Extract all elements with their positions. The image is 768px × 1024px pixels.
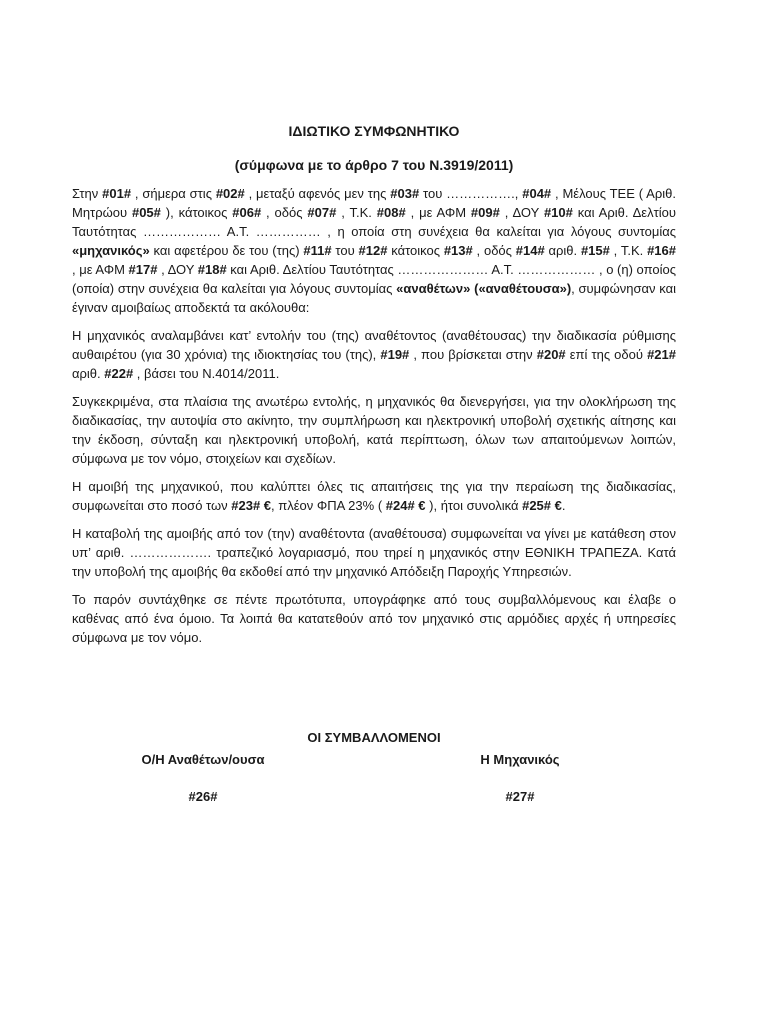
field-placeholder: #14#: [515, 243, 545, 258]
signature-label-engineer: Η Μηχανικός: [480, 752, 560, 767]
field-placeholder: #16#: [647, 243, 676, 258]
field-placeholder: #03#: [390, 186, 420, 201]
paragraph-payment: [72, 524, 676, 581]
text-run: , πλέον ΦΠΑ 23% (: [271, 498, 386, 513]
text-run: Η καταβολή της αμοιβής από τον (την) αναθέτοντα (αναθέτουσα) συμφωνείται να γίνει με κατάθεση στον υπ’ αριθ. ………………. τραπεζικό λογαριασμό, που τηρεί η μηχανικός στην ΕΘΝΙΚΗ ΤΡΑΠΕΖΑ. Κατά την υποβολή της αμοιβής θα εκδοθεί από την μηχανικό Απόδειξη Παροχής Υπηρεσιών.: [72, 526, 676, 579]
text-run: Συγκεκριμένα, στα πλαίσια της ανωτέρω εντολής, η μηχανικός θα διενεργήσει, για την ολοκλήρωση της διαδικασίας, την αυτοψία στο ακίνητο, την συμπλήρωση και ηλεκτρονική υποβολή σχετικής αίτησης και την έκδοση, σύνταξη και ηλεκτρονική υποβολή, κατά περίπτωση, όλων των απαιτούμενων λοιπών, σύμφωνα με τον νόμο, στοιχείων και σχεδίων.: [72, 394, 676, 466]
paragraph-copies: [72, 590, 676, 647]
document-subtitle: (σύμφωνα με το άρθρο 7 του Ν.3919/2011): [234, 157, 514, 173]
text-run: , μεταξύ αφενός μεν της: [244, 186, 391, 201]
field-placeholder: #24# €: [385, 498, 426, 513]
field-placeholder: #09#: [470, 205, 500, 220]
paragraph-parties: [72, 184, 676, 317]
field-placeholder: #20#: [536, 347, 566, 362]
text-run: , με ΑΦΜ: [405, 205, 471, 220]
signature-placeholder-client: #26#: [188, 789, 218, 804]
text-run: , σήμερα στις: [131, 186, 216, 201]
text-run: του: [331, 243, 359, 258]
text-run: , ΔΟΥ: [157, 262, 198, 277]
field-placeholder: #06#: [232, 205, 262, 220]
field-placeholder: #13#: [443, 243, 473, 258]
text-run: , οδός: [261, 205, 308, 220]
signature-placeholder-engineer: #27#: [505, 789, 535, 804]
field-placeholder: #01#: [102, 186, 132, 201]
field-placeholder: #21#: [647, 347, 676, 362]
text-run: επί της οδού: [565, 347, 648, 362]
field-placeholder: #23# €: [231, 498, 272, 513]
text-run: .: [561, 498, 566, 513]
signatures-heading: ΟΙ ΣΥΜΒΑΛΛΟΜΕΝΟΙ: [307, 730, 441, 745]
signature-label-client: Ο/Η Αναθέτων/ουσα: [141, 752, 265, 767]
text-run: , Τ.Κ.: [336, 205, 377, 220]
text-run: , με ΑΦΜ: [72, 262, 129, 277]
field-placeholder: #18#: [197, 262, 227, 277]
text-run: , Μέλους ΤΕΕ ( Αριθ. Μητρώου: [72, 186, 676, 220]
text-run: , συμφώνησαν και έγιναν αμοιβαίως αποδεκτά τα ακόλουθα:: [72, 281, 677, 315]
paragraph-assignment: [72, 326, 676, 383]
text-run: Το παρόν συντάχθηκε σε πέντε πρωτότυπα, υπογράφηκε από τους συμβαλλόμενους και έλαβε ο καθένας από ένα όμοιο. Τα λοιπά θα κατατεθούν από τον μηχανικό στις αρμόδιες αρχές ή υπηρεσίες σύμφωνα με τον νόμο.: [72, 592, 676, 645]
text-run: , Τ.Κ.: [609, 243, 648, 258]
field-placeholder: #08#: [376, 205, 406, 220]
field-placeholder: «αναθέτων» («αναθέτουσα»): [396, 281, 572, 296]
text-run: Στην: [72, 186, 103, 201]
field-placeholder: #12#: [358, 243, 388, 258]
text-run: κάτοικος: [387, 243, 444, 258]
text-run: και αφετέρου δε του (της): [149, 243, 304, 258]
field-placeholder: #10#: [543, 205, 573, 220]
text-run: και Αριθ. Δελτίου Ταυτότητας ……………… Α.Τ. …………… , η οποία στη συνέχεια θα καλείται για λόγους συντομίας: [72, 205, 676, 239]
text-run: και Αριθ. Δελτίου Ταυτότητας ………………… Α.Τ. ……………… , ο (η) οποίος (οποία) στην συνέχεια θα καλείται για λόγους συντομίας: [72, 262, 676, 296]
text-run: αριθ.: [544, 243, 581, 258]
text-run: αριθ.: [72, 366, 105, 381]
text-run: Η αμοιβή της μηχανικού, που καλύπτει όλες τις απαιτήσεις της για την περαίωση της διαδικασίας, συμφωνείται στο ποσό των: [72, 479, 676, 513]
field-placeholder: #25# €: [522, 498, 562, 513]
text-run: Η μηχανικός αναλαμβάνει κατ’ εντολήν του (της) αναθέτοντος (αναθέτουσας) την διαδικασία ρύθμισης αυθαιρέτου (για 30 χρόνια) της ιδιοκτησίας του (της),: [72, 328, 676, 362]
paragraph-scope: [72, 392, 676, 468]
text-run: , οδός: [472, 243, 516, 258]
text-run: ), κάτοικος: [160, 205, 233, 220]
field-placeholder: #15#: [580, 243, 610, 258]
document-title: ΙΔΙΩΤΙΚΟ ΣΥΜΦΩΝΗΤΙΚΟ: [288, 123, 460, 139]
text-run: , βάσει του Ν.4014/2011.: [133, 366, 280, 381]
document-page: [72, 122, 677, 804]
field-placeholder: #22#: [104, 366, 134, 381]
text-run: , ΔΟΥ: [499, 205, 544, 220]
field-placeholder: #11#: [303, 243, 332, 258]
field-placeholder: #02#: [215, 186, 245, 201]
field-placeholder: #07#: [307, 205, 337, 220]
field-placeholder: #05#: [131, 205, 161, 220]
text-run: ), ήτοι συνολικά: [425, 498, 523, 513]
text-run: του …………….,: [419, 186, 523, 201]
field-placeholder: #17#: [128, 262, 158, 277]
field-placeholder: «μηχανικός»: [72, 243, 150, 258]
field-placeholder: #04#: [522, 186, 552, 201]
text-run: , που βρίσκεται στην: [409, 347, 537, 362]
paragraph-fee: [72, 477, 676, 515]
field-placeholder: #19#: [380, 347, 410, 362]
